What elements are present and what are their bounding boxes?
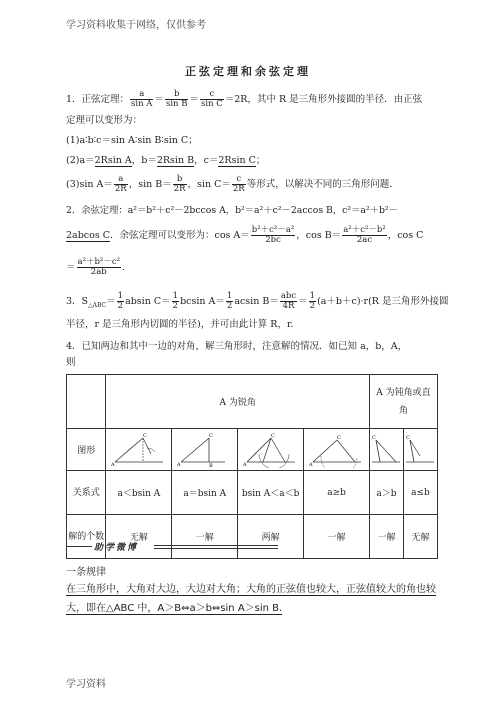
svg-text:C: C — [336, 434, 341, 441]
count-row-label: 解的个数 — [67, 515, 106, 559]
relation-cell: a＜bsin A — [106, 471, 172, 515]
tip-rule-right — [154, 545, 278, 546]
triangle-figure-5 — [369, 429, 403, 471]
table-row — [67, 471, 438, 515]
relation-cell: a≤b — [403, 471, 437, 515]
relation-cell: a＝bsin A — [172, 471, 238, 515]
solution-cases-intro: 4．已知两边和其中一边的对角，解三角形时，注意解的情况．如已知 a，b，A， — [66, 341, 408, 352]
tip-label: 助学微博 — [94, 543, 139, 553]
fraction: $\frac{b}{\text{sin B}}$ — [165, 89, 188, 109]
svg-text:B: B — [208, 462, 213, 468]
figure-row-label: 图形 — [67, 429, 106, 471]
rule-title: 一条规律 — [66, 567, 106, 578]
rule-body: 在三角形中，大角对大边，大边对大角；大角的正弦值也较大，正弦值较大的角也较大，即在△ABC 中，A＞B⇔a＞b⇔sin A＞sin B. — [66, 584, 436, 614]
sine-law-item-3: (3)sin A＝ $\frac{a}{2R}$ ，sin B＝ $\frac{b}{2R}$ ，sin C＝ $\frac{c}{2R}$ 等形式，以解决不同的三角形问题． — [66, 174, 399, 194]
triangle-figure-4 — [304, 429, 370, 471]
tip-rule-right-2 — [154, 548, 278, 549]
cosine-law-variant-line: 2abcos C．余弦定理可以变形为：cos A＝ $\frac{\text{b²＋c²－a²}}{2bc}$ ，cos B＝ $\frac{\text{a²＋c²－b²}}{2ac}$ ，cos C — [66, 225, 424, 245]
fraction: $\frac{a}{\text{sin A}}$ — [131, 89, 153, 109]
cosine-law-line: 2．余弦定理：a²＝b²＋c²－2bccos A，b²＝a²＋c²－2accos B，c²＝a²＋b²－ — [66, 205, 398, 216]
svg-text:A: A — [176, 461, 181, 468]
area-formula-line: 3．$S_{\triangle ABC}=$ $\frac{1}{2}$ absin C＝ $\frac{1}{2}$ bcsin A＝ $\frac{1}{2}$ acsin B＝ $\frac{\text{abc}}{4R}$ ＝ $\frac{1}{2}$ (a＋b＋c)·r(R 是三角形外接圆 — [66, 291, 449, 311]
triangle-figure-2 — [172, 429, 238, 471]
triangle-figure-3 — [238, 429, 304, 471]
count-cell: 一解 — [304, 515, 370, 559]
svg-text:A: A — [110, 461, 115, 468]
sine-law-item-2: (2)a＝2Rsin A，b＝2Rsin B，c＝2Rsin C； — [66, 155, 266, 166]
obtuse-header: A 为钝角或直角 — [369, 375, 437, 429]
svg-text:C: C — [270, 432, 275, 439]
triangle-figure-6 — [403, 429, 437, 471]
relation-row-label: 关系式 — [67, 471, 106, 515]
tip-rule-left — [66, 546, 92, 547]
solution-cases-intro-2: 则 — [66, 357, 76, 368]
svg-text:A: A — [242, 461, 247, 468]
table-row — [67, 429, 438, 471]
count-cell: 无解 — [106, 515, 172, 559]
count-cell: 一解 — [369, 515, 403, 559]
svg-text:C: C — [208, 432, 213, 439]
table-row — [67, 375, 438, 429]
svg-text:C: C — [406, 434, 411, 441]
fraction: $\frac{c}{\text{sin C}}$ — [201, 89, 223, 109]
solution-cases-table — [66, 374, 438, 559]
page-title: 正弦定理和余弦定理 — [185, 65, 311, 78]
svg-text:C: C — [142, 432, 147, 439]
triangle-figure-1 — [106, 429, 172, 471]
count-cell: 无解 — [403, 515, 437, 559]
svg-text:A: A — [308, 461, 313, 468]
page-footer: 学习资料 — [66, 679, 106, 690]
relation-cell: bsin A＜a＜b — [238, 471, 304, 515]
relation-cell: a＞b — [369, 471, 403, 515]
sine-law-item-1: (1)a∶b∶c＝sin A∶sin B∶sin C； — [66, 135, 198, 146]
acute-header: A 为锐角 — [106, 375, 370, 429]
relation-cell: a≥b — [304, 471, 370, 515]
count-cell: 两解 — [238, 515, 304, 559]
tip-banner — [66, 540, 438, 554]
cosine-law-cosC-line: ＝ $\frac{\text{a²＋b²－c²}}{2ab}$ . — [66, 257, 126, 277]
area-formula-note: 半径，r 是三角形内切圆的半径)，并可由此计算 R，r. — [66, 319, 294, 330]
svg-text:C: C — [372, 434, 377, 441]
sine-law-variant-intro: 定理可以变形为： — [66, 115, 143, 126]
sine-law-line: 1．正弦定理： $\frac{a}{\text{sin A}}$ ＝ $\frac{b}{\text{sin B}}$ ＝ $\frac{c}{\text{sin C}}$ ＝2R，其中 R 是三角形外接圆的半径．由正弦 — [66, 89, 423, 109]
count-cell: 一解 — [172, 515, 238, 559]
page-header: 学习资料收集于网络，仅供参考 — [66, 20, 206, 31]
